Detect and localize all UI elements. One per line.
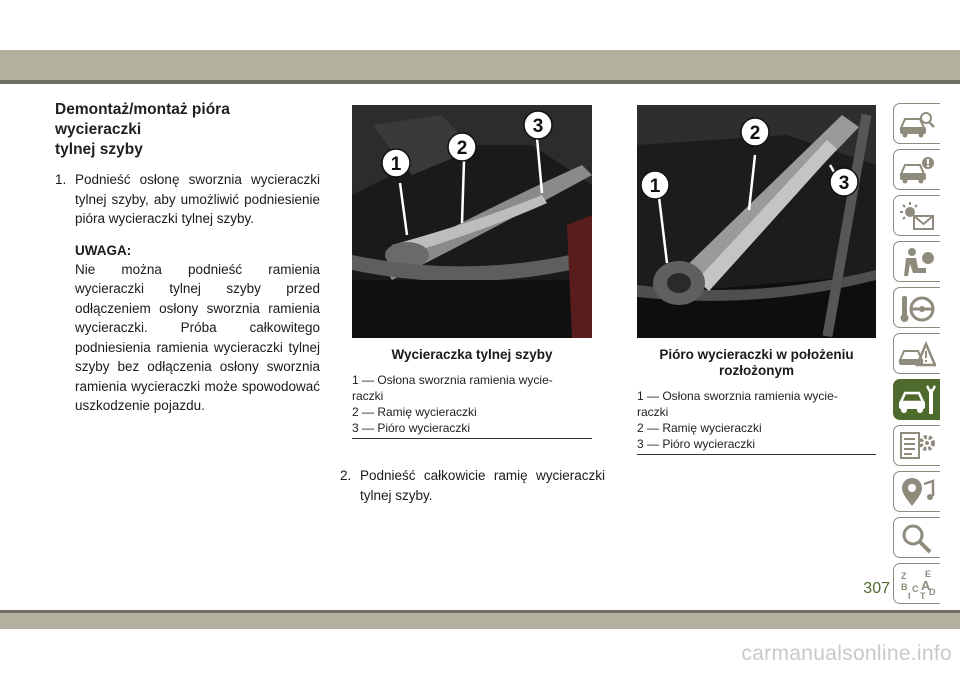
tab-multimedia[interactable] xyxy=(893,471,940,512)
tab-warning-lights[interactable] xyxy=(893,195,940,236)
tab-car-info[interactable] xyxy=(893,149,940,190)
figure-1-legend: 1 — Osłona sworznia ramienia wycie- raczki 2 — Ramię wycieraczki 3 — Pióro wycieraczki xyxy=(352,373,553,435)
top-band xyxy=(0,50,960,80)
svg-text:1: 1 xyxy=(390,154,402,175)
document-gear-icon xyxy=(898,430,936,462)
tab-car-search[interactable] xyxy=(893,103,940,144)
tab-technical-specs[interactable] xyxy=(893,425,940,466)
figure-2-rule xyxy=(637,454,876,455)
step-2 xyxy=(340,466,605,505)
svg-text:2: 2 xyxy=(456,138,468,159)
callout-1 xyxy=(382,149,410,177)
chapter-tabs xyxy=(893,103,940,609)
figure-wiper-raised-photo xyxy=(637,105,876,338)
car-info-icon xyxy=(898,154,936,186)
svg-text:2: 2 xyxy=(749,123,761,144)
tab-servicing-maintenance[interactable] xyxy=(893,379,940,420)
page-number: 307 xyxy=(863,580,890,597)
tab-customer-assistance[interactable] xyxy=(893,517,940,558)
svg-text:3: 3 xyxy=(532,116,544,137)
callout-3 xyxy=(830,168,858,196)
step-1 xyxy=(55,170,320,229)
svg-text:A: A xyxy=(921,577,931,593)
callout-1 xyxy=(641,171,669,199)
callout-2 xyxy=(741,118,769,146)
figure-2-legend: 1 — Osłona sworznia ramienia wycie- raczki 2 — Ramię wycieraczki 3 — Pióro wycieraczki xyxy=(637,389,838,451)
callout-2 xyxy=(448,133,476,161)
steering-wheel-key-icon xyxy=(898,292,936,324)
figure-rear-wiper-photo xyxy=(352,105,592,338)
step-2-text: Podnieść całkowicie ramię wycieraczki tylnej szyby. xyxy=(360,468,605,503)
note-text: Nie można podnieść ramienia wycieraczki tylnej szyby przed odłączeniem osłony sworznia ramienia wycieraczki. Próba całkowitego podniesienia ramienia wycieraczki tylnej szyby bez odłączenia osłony sworznia ramienia wycieraczki może spowodować uszkodzenie pojazdu. xyxy=(75,261,320,413)
tab-starting-driving[interactable] xyxy=(893,287,940,328)
step-1-number: 1. xyxy=(55,172,67,187)
note-heading: UWAGA: xyxy=(75,242,132,258)
svg-text:T: T xyxy=(920,590,926,600)
bottom-band xyxy=(0,613,960,629)
section-title: Demontaż/montaż pióra wycieraczki tylnej szyby xyxy=(55,101,230,158)
step-2-number: 2. xyxy=(340,468,352,483)
tab-safety[interactable] xyxy=(893,241,940,282)
svg-text:B: B xyxy=(901,581,908,592)
navigation-music-icon xyxy=(898,476,936,508)
tab-index[interactable] xyxy=(893,563,940,604)
callout-3 xyxy=(524,111,552,139)
warning-lights-mail-icon xyxy=(898,200,936,232)
top-band-rule xyxy=(0,80,960,84)
car-warning-triangle-icon xyxy=(898,338,936,370)
svg-text:D: D xyxy=(929,586,936,597)
svg-text:3: 3 xyxy=(838,173,850,194)
figure-2-caption: Pióro wycieraczki w położeniu rozłożonym xyxy=(659,347,854,378)
watermark: carmanualsonline.info xyxy=(741,642,952,665)
figure-1-rule xyxy=(352,438,592,439)
car-wrench-icon xyxy=(898,384,936,416)
figure-1-caption: Wycieraczka tylnej szyby xyxy=(391,347,553,362)
alphabet-index-icon xyxy=(898,568,936,600)
car-search-icon xyxy=(898,108,936,140)
airbag-person-icon xyxy=(898,246,936,278)
svg-text:C: C xyxy=(912,583,919,594)
left-column xyxy=(55,100,320,416)
svg-text:I: I xyxy=(908,590,911,600)
svg-text:Z: Z xyxy=(901,570,907,581)
search-icon xyxy=(898,522,936,554)
step-1-text: Podnieść osłonę sworznia wycieraczki tylnej szyby, aby umożliwić podniesienie pióra wycieraczki tylnej szyby. xyxy=(75,172,320,226)
tab-emergency[interactable] xyxy=(893,333,940,374)
svg-text:E: E xyxy=(925,568,932,579)
svg-text:1: 1 xyxy=(649,176,661,197)
